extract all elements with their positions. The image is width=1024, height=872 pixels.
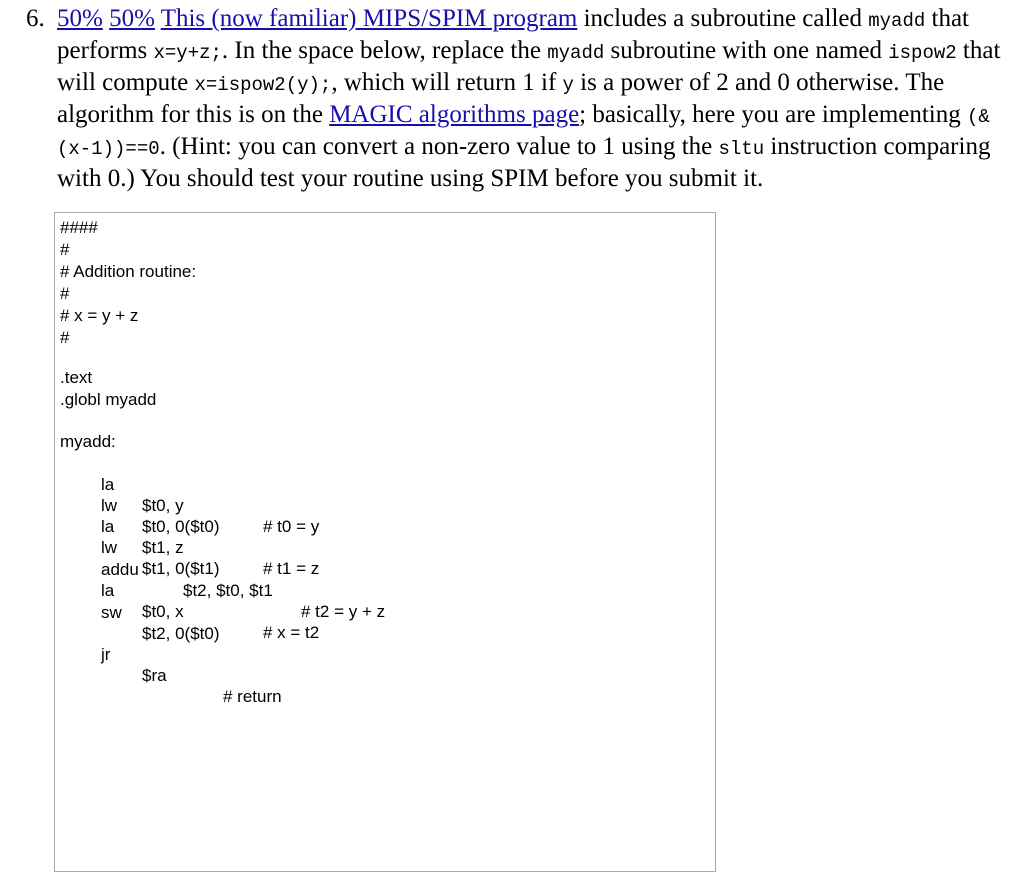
instruction-comment: # t0 = y	[263, 517, 320, 536]
text-segment: , which will return 1 if	[331, 69, 563, 96]
question-text	[57, 4, 1017, 193]
instruction-args: $t2, 0($t0)	[142, 624, 220, 643]
instruction-args: $t0, 0($t0)	[142, 517, 220, 536]
instruction-comment: # x = t2	[263, 623, 320, 642]
text-segment: . In the space below, replace the	[221, 37, 548, 64]
text-segment: is a power of 2 and 0 otherwise. The algorithm for this is on the	[57, 69, 945, 128]
code-expression: x=ispow2(y);	[194, 74, 332, 96]
question-number: 6.	[26, 5, 45, 32]
instruction-op: jr	[101, 645, 111, 664]
code-line: #	[60, 240, 70, 259]
code-line	[55, 623, 715, 728]
code-line: # x = y + z	[60, 306, 139, 325]
instruction-op: la	[101, 475, 115, 494]
instruction-args: $t0, x	[142, 602, 184, 621]
text-segment: ; basically, here you are implementing	[579, 101, 968, 128]
instruction-comment: # t1 = z	[263, 559, 320, 578]
text-segment: that performs	[57, 5, 970, 64]
code-line: # Addition routine:	[60, 262, 197, 281]
instruction-args: $t0, y	[142, 496, 184, 515]
code-myadd: myadd	[547, 42, 605, 64]
code-sltu: sltu	[718, 138, 765, 160]
code-expression: (&(x-1))==0	[57, 106, 990, 160]
instruction-args: $t2, $t0, $t1	[183, 581, 273, 600]
text-segment: that will compute	[57, 37, 1001, 96]
text-segment: instruction comparing with 0.) You should test your routine using SPIM before you submit it.	[57, 133, 991, 192]
instruction-comment: # t2 = y + z	[301, 602, 386, 621]
code-ispow2: ispow2	[888, 42, 957, 64]
program-link[interactable]: This (now familiar) MIPS/SPIM program	[160, 5, 578, 32]
code-line: #	[60, 284, 70, 303]
instruction-op: lw	[101, 496, 118, 515]
instruction-op: addu	[101, 560, 139, 579]
text-segment: includes a subroutine called	[577, 5, 869, 32]
code-line: #	[60, 328, 70, 347]
code-y: y	[562, 74, 574, 96]
code-expression: x=y+z;	[153, 42, 222, 64]
instruction-op: lw	[101, 538, 118, 557]
text-segment: subroutine with one named	[604, 37, 889, 64]
code-line: ####	[60, 218, 98, 237]
instruction-op: la	[101, 581, 115, 600]
instruction-op: la	[101, 517, 115, 536]
code-line: .globl myadd	[60, 390, 157, 409]
instruction-args: $t1, 0($t1)	[142, 559, 220, 578]
answer-textarea[interactable]	[54, 212, 716, 872]
code-line: .text	[60, 368, 93, 387]
instruction-comment: # return	[223, 687, 282, 706]
code-myadd: myadd	[868, 10, 926, 32]
instruction-op: sw	[101, 603, 122, 622]
text-segment: . (Hint: you can convert a non-zero value to 1 using the	[159, 133, 719, 160]
instruction-args: $ra	[142, 666, 167, 685]
points-link-1[interactable]: 50%	[57, 5, 103, 32]
magic-algorithms-link[interactable]: MAGIC algorithms page	[329, 101, 580, 128]
instruction-args: $t1, z	[142, 538, 184, 557]
points-link-2[interactable]: 50%	[109, 5, 155, 32]
code-line: myadd:	[60, 432, 116, 451]
